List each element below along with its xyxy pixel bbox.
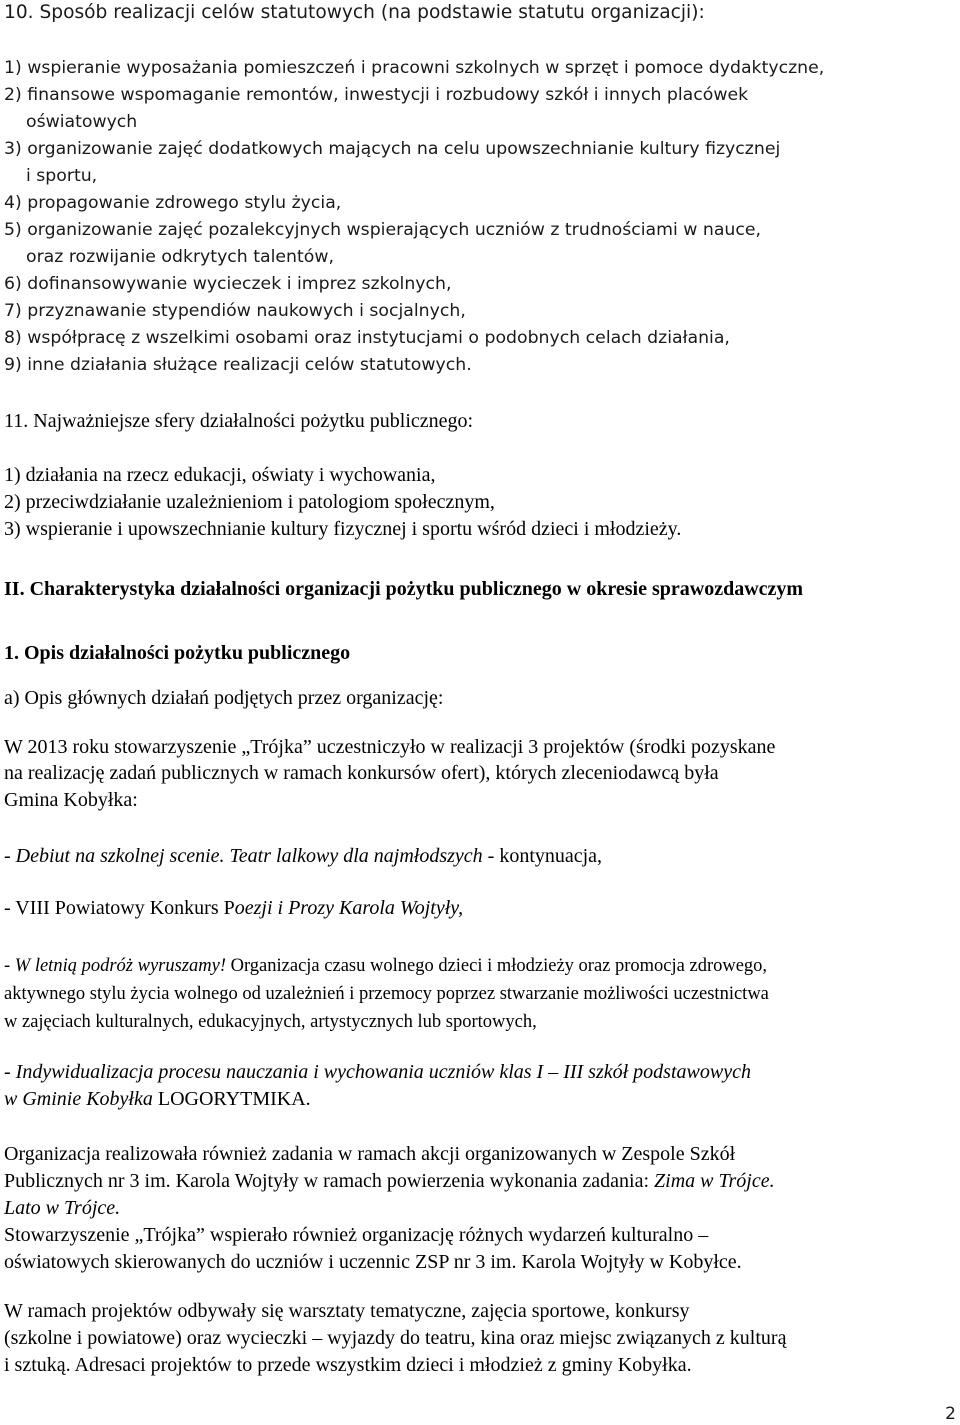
task-name: Zima w Trójce.: [654, 1170, 775, 1192]
project-description-line: w zajęciach kulturalnych, edukacyjnych, artystycznych lub sportowych,: [4, 1012, 537, 1032]
list-item: 3) wspieranie i upowszechnianie kultury fizycznej i sportu wśród dzieci i młodzieży.: [4, 518, 682, 540]
intro-line: na realizację zadań publicznych w ramach konkursów ofert), których zleceniodawcą była: [4, 762, 719, 784]
project-dash: -: [4, 956, 15, 976]
project-item: [4, 846, 602, 866]
project-title: W letnią podróż wyruszamy!: [14, 956, 226, 976]
paragraph-line: i sztuką. Adresaci projektów to przede wszystkim dzieci i młodzież z gminy Kobyłka.: [4, 1354, 692, 1376]
list-item: 2) przeciwdziałanie uzależnieniom i patologiom społecznym,: [4, 491, 495, 513]
project-item: [4, 898, 463, 918]
section-11-heading: 11. Najważniejsze sfery działalności pożytku publicznego:: [4, 410, 474, 432]
part-ii-heading: II. Charakterystyka działalności organizacji pożytku publicznego w okresie sprawozdawczym: [4, 578, 804, 600]
paragraph-text: Publicznych nr 3 im. Karola Wojtyły w ramach powierzenia wykonania zadania:: [4, 1170, 655, 1192]
intro-line: Gmina Kobyłka:: [4, 789, 138, 811]
list-item: oświatowych: [26, 112, 138, 132]
paragraph-line: Organizacja realizowała również zadania w ramach akcji organizowanych w Zespole Szkół: [4, 1143, 736, 1165]
paragraph-line: oświatowych skierowanych do uczniów i uczennic ZSP nr 3 im. Karola Wojtyły w Kobyłce.: [4, 1251, 742, 1273]
project-dash: -: [4, 845, 16, 867]
project-title: Debiut na szkolnej scenie. Teatr lalkowy dla najmłodszych: [15, 845, 483, 867]
list-item: i sportu,: [26, 166, 98, 186]
subsection-a-heading: a) Opis głównych działań podjętych przez organizację:: [4, 687, 444, 709]
subsection-1-heading: 1. Opis działalności pożytku publicznego: [4, 642, 351, 664]
list-item: 5) organizowanie zajęć pozalekcyjnych wspierających uczniów z trudnościami w nauce,: [4, 220, 761, 240]
paragraph-line: W ramach projektów odbywały się warsztaty tematyczne, zajęcia sportowe, konkursy: [4, 1300, 690, 1322]
project-prefix: - VIII Powiatowy Konkurs P: [4, 897, 235, 919]
page-number: 2: [945, 1404, 956, 1424]
list-item: 8) współpracę z wszelkimi osobami oraz instytucjami o podobnych celach działania,: [4, 328, 730, 348]
project-note: - kontynuacja,: [482, 845, 603, 867]
project-item-line2: [4, 1089, 311, 1109]
project-title: oezji i Prozy Karola Wojtyły,: [234, 897, 464, 919]
list-item: 1) wspieranie wyposażania pomieszczeń i pracowni szkolnych w sprzęt i pomoce dydaktyczne,: [4, 58, 825, 78]
task-name: Lato w Trójce.: [4, 1197, 121, 1219]
list-item: 6) dofinansowywanie wycieczek i imprez szkolnych,: [4, 274, 452, 294]
project-location: w Gminie Kobyłka: [4, 1088, 153, 1110]
project-description: Organizacja czasu wolnego dzieci i młodzieży oraz promocja zdrowego,: [226, 956, 768, 976]
project-item: [4, 957, 767, 976]
project-description-line: aktywnego stylu życia wolnego od uzależnień i przemocy poprzez stwarzanie możliwości uczestnictwa: [4, 984, 769, 1004]
list-item: 9) inne działania służące realizacji celów statutowych.: [4, 355, 472, 375]
list-item: 1) działania na rzecz edukacji, oświaty i wychowania,: [4, 464, 436, 486]
intro-line: W 2013 roku stowarzyszenie „Trójka” uczestniczyło w realizacji 3 projektów (środki pozyskane: [4, 736, 776, 758]
list-item: oraz rozwijanie odkrytych talentów,: [26, 247, 334, 267]
paragraph-line: (szkolne i powiatowe) oraz wycieczki – wyjazdy do teatru, kina oraz miejsc związanych z kulturą: [4, 1327, 787, 1349]
paragraph-line: Stowarzyszenie „Trójka” wspierało również organizację różnych wydarzeń kulturalno –: [4, 1224, 709, 1246]
section-10-heading: 10. Sposób realizacji celów statutowych (na podstawie statutu organizacji):: [4, 2, 705, 23]
project-item: - Indywidualizacja procesu nauczania i wychowania uczniów klas I – III szkół podstawowych: [4, 1061, 751, 1083]
paragraph-line: [4, 1171, 775, 1191]
list-item: 2) finansowe wspomaganie remontów, inwestycji i rozbudowy szkół i innych placówek: [4, 85, 749, 105]
list-item: 7) przyznawanie stypendiów naukowych i socjalnych,: [4, 301, 466, 321]
list-item: 4) propagowanie zdrowego stylu życia,: [4, 193, 342, 213]
list-item: 3) organizowanie zajęć dodatkowych mających na celu upowszechnianie kultury fizycznej: [4, 139, 781, 159]
project-name: LOGORYTMIKA.: [152, 1088, 311, 1110]
